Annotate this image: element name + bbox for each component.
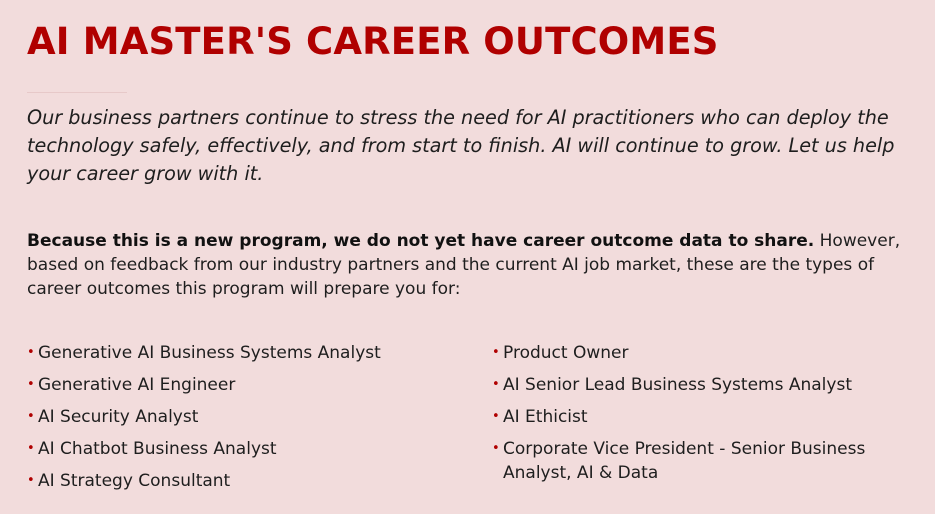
bullet-icon: • [27, 345, 35, 360]
outcome-label: AI Strategy Consultant [38, 471, 231, 491]
outcome-item [492, 373, 917, 397]
outcome-item [492, 405, 917, 429]
bullet-icon: • [492, 409, 500, 424]
outcome-label: Corporate Vice President - Senior Business Analyst, AI & Data [503, 439, 866, 483]
outcomes-note-text: However, based on feedback from our industry partners and the current AI job market, these are the types of career outcomes this program will prepare you for: [27, 231, 901, 299]
bullet-icon: • [492, 441, 500, 456]
outcomes-list-left [27, 341, 457, 501]
outcome-label: AI Ethicist [503, 407, 588, 427]
bullet-icon: • [27, 473, 35, 488]
bullet-icon: • [492, 345, 500, 360]
intro-paragraph: Our business partners continue to stress the need for AI practitioners who can deploy the technology safely, effectively, and from start to finish. AI will continue to grow. Let us help your career grow with it. [27, 106, 895, 185]
outcome-label: Product Owner [503, 343, 629, 363]
bullet-icon: • [27, 377, 35, 392]
bullet-icon: • [27, 409, 35, 424]
outcome-label: AI Security Analyst [38, 407, 199, 427]
outcome-item [27, 405, 457, 429]
outcome-item [27, 469, 457, 493]
outcome-item [492, 341, 917, 365]
outcome-item [27, 437, 457, 461]
outcome-label: AI Chatbot Business Analyst [38, 439, 277, 459]
title-divider [27, 92, 127, 93]
outcome-item [27, 373, 457, 397]
bullet-icon: • [27, 441, 35, 456]
outcome-item [492, 437, 917, 485]
outcomes-note [27, 229, 907, 301]
bullet-icon: • [492, 377, 500, 392]
outcome-item [27, 341, 457, 365]
outcomes-list-right [492, 341, 917, 493]
outcome-label: Generative AI Engineer [38, 375, 236, 395]
outcome-label: Generative AI Business Systems Analyst [38, 343, 381, 363]
page-title: AI MASTER'S CAREER OUTCOMES [27, 20, 719, 63]
outcomes-note-bold: Because this is a new program, we do not yet have career outcome data to share. [27, 231, 815, 251]
outcome-label: AI Senior Lead Business Systems Analyst [503, 375, 852, 395]
